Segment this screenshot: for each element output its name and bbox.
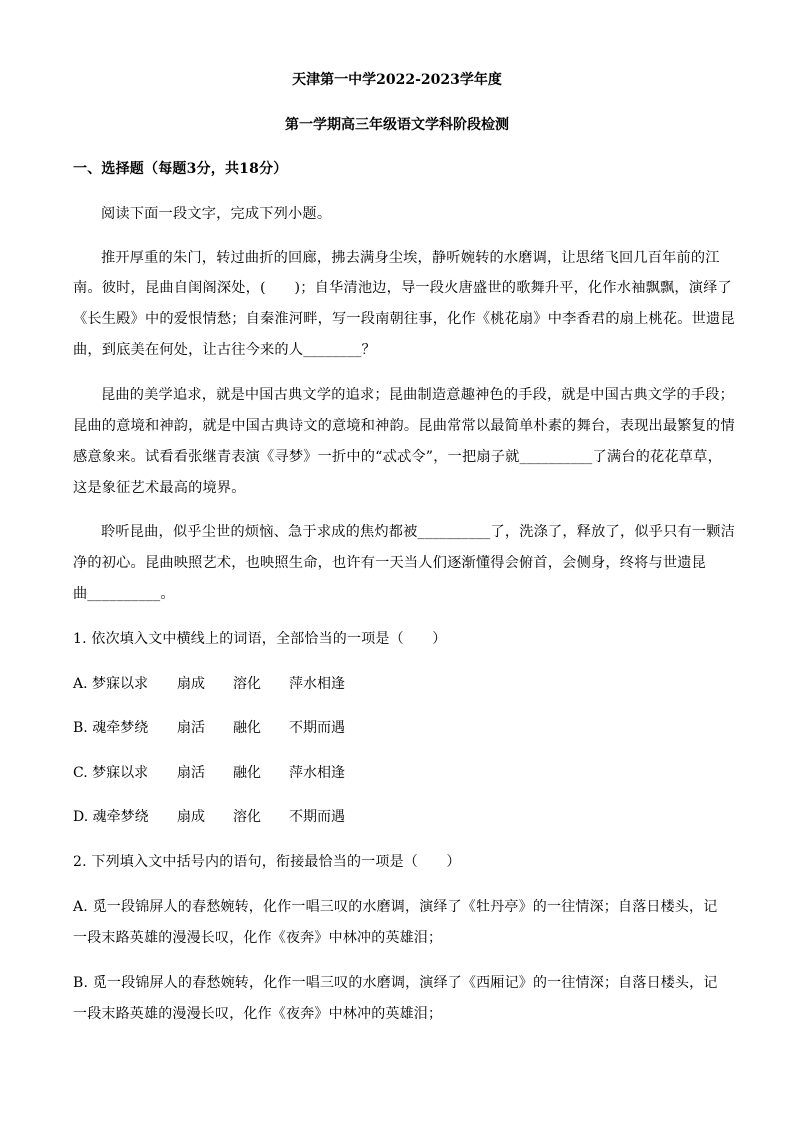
passage-p2-line2: 昆曲的意境和神韵，就是中国古典诗文的意境和神韵。昆曲常常以最简单朴素的舞台，表现出最繁复的情	[73, 418, 735, 434]
option-d-word1: D. 魂牵梦绕	[73, 809, 149, 825]
option-a-word1: A. 梦寐以求	[73, 676, 149, 692]
option-a-word4: 萍水相逢	[289, 676, 345, 692]
passage-p3-line3: 曲__________。	[73, 586, 175, 602]
option-b-word3: 融化	[233, 720, 261, 736]
question-2-option-b-line2[interactable]: 一段末路英雄的漫漫长叹，化作《夜奔》中林冲的英雄泪；	[73, 1006, 443, 1022]
option-b-word1: B. 魂牵梦绕	[73, 720, 149, 736]
question-1-option-b[interactable]	[73, 717, 345, 737]
question-1-stem: 1. 依次填入文中横线上的词语，全部恰当的一项是（ ）	[73, 631, 447, 647]
passage-p2-line3: 感意象来。试看看张继青表演《寻梦》一折中的“忒忒令”，一把扇子就__________了满台的花花草草，	[73, 449, 722, 465]
passage-p1-line1: 推开厚重的朱门，转过曲折的回廊，拂去满身尘埃，静听婉转的水磨调，让思绪飞回几百年前的江	[101, 250, 720, 266]
option-c-word2: 扇活	[177, 765, 205, 781]
question-1-option-d[interactable]	[73, 806, 345, 826]
option-b-word2: 扇活	[177, 720, 205, 736]
option-d-word4: 不期而遇	[289, 809, 345, 825]
passage-p1-line2: 南。彼时，昆曲自闺阁深处，( )；自华清池边，导一段火唐盛世的歌舞升平，化作水袖飘飘，演绎了	[73, 280, 732, 296]
option-c-word3: 融化	[233, 765, 261, 781]
section-heading: 一、选择题（每题3分，共18分）	[73, 161, 288, 177]
question-2-option-a-line2[interactable]: 一段末路英雄的漫漫长叹，化作《夜奔》中林冲的英雄泪；	[73, 930, 443, 946]
option-c-word1: C. 梦寐以求	[73, 765, 149, 781]
option-b-word4: 不期而遇	[289, 720, 345, 736]
option-d-word3: 溶化	[233, 809, 261, 825]
question-1-option-c[interactable]	[73, 762, 345, 782]
question-2-option-b-line1[interactable]: B. 觅一段锦屏人的春愁婉转，化作一唱三叹的水磨调，演绎了《西厢记》的一往情深；自落日楼头，记	[73, 975, 718, 991]
question-2-option-a-line1[interactable]: A. 觅一段锦屏人的春愁婉转，化作一唱三叹的水磨调，演绎了《牡丹亭》的一往情深；自落日楼头，记	[73, 899, 718, 915]
passage-p2-line4: 这是象征艺术最高的境界。	[73, 480, 246, 496]
passage-p3-line2: 净的初心。昆曲映照艺术，也映照生命，也许有一天当人们逐渐懂得会俯首，会侧身，终将与世遗昆	[73, 555, 707, 571]
exam-title: 天津第一中学2022-2023学年度	[292, 72, 502, 88]
question-2-stem: 2. 下列填入文中括号内的语句，衔接最恰当的一项是（ ）	[73, 854, 461, 870]
passage-p1-line4: 曲，到底美在何处，让古往今来的人________？	[73, 342, 376, 358]
reading-instruction: 阅读下面一段文字，完成下列小题。	[101, 206, 332, 222]
passage-p3-line1: 聆听昆曲，似乎尘世的烦恼、急于求成的焦灼都被__________了，洗涤了，释放了，似乎只有一颗洁	[101, 524, 736, 540]
exam-subtitle: 第一学期高三年级语文学科阶段检测	[285, 117, 509, 133]
option-a-word2: 扇成	[177, 676, 205, 692]
passage-p1-line3: 《长生殿》中的爱恨情愁；自秦淮河畔，写一段南朝往事，化作《桃花扇》中李香君的扇上桃花。世遗昆	[73, 311, 735, 327]
option-d-word2: 扇成	[177, 809, 205, 825]
passage-p2-line1: 昆曲的美学追求，就是中国古典文学的追求；昆曲制造意趣神色的手段，就是中国古典文学的手段；	[101, 387, 735, 403]
option-c-word4: 萍水相逢	[289, 765, 345, 781]
option-a-word3: 溶化	[233, 676, 261, 692]
question-1-option-a[interactable]	[73, 673, 345, 693]
